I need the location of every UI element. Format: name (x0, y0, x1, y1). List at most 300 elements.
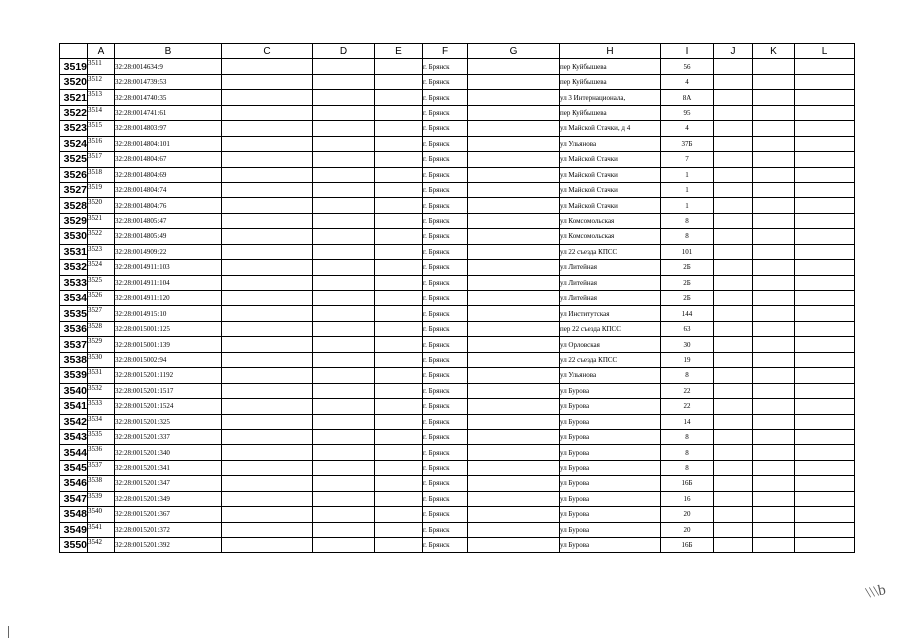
cell-c[interactable] (222, 445, 313, 460)
cell-l[interactable] (795, 198, 855, 213)
cell-a[interactable]: 3540 (88, 507, 115, 522)
cell-g[interactable] (468, 414, 560, 429)
row-number-cell[interactable]: 3546 (60, 476, 88, 491)
cell-j[interactable] (714, 90, 753, 105)
row-number-cell[interactable]: 3545 (60, 460, 88, 475)
cell-l[interactable] (795, 491, 855, 506)
cell-c[interactable] (222, 260, 313, 275)
row-number-cell[interactable]: 3524 (60, 136, 88, 151)
cell-d[interactable] (313, 59, 375, 74)
cell-f[interactable]: г. Брянск (423, 368, 468, 383)
cell-c[interactable] (222, 74, 313, 89)
cell-g[interactable] (468, 383, 560, 398)
cell-g[interactable] (468, 167, 560, 182)
cell-e[interactable] (375, 182, 423, 197)
cell-b[interactable]: 32:28:0015201:1192 (115, 368, 222, 383)
cell-c[interactable] (222, 291, 313, 306)
cell-d[interactable] (313, 152, 375, 167)
cell-l[interactable] (795, 337, 855, 352)
cell-b[interactable]: 32:28:0015201:349 (115, 491, 222, 506)
column-header-c[interactable]: C (222, 44, 313, 59)
column-header-b[interactable]: B (115, 44, 222, 59)
cell-e[interactable] (375, 275, 423, 290)
cell-d[interactable] (313, 213, 375, 228)
cell-j[interactable] (714, 476, 753, 491)
cell-l[interactable] (795, 352, 855, 367)
cell-e[interactable] (375, 229, 423, 244)
cell-e[interactable] (375, 383, 423, 398)
cell-i[interactable]: 8 (661, 229, 714, 244)
column-header-h[interactable]: H (560, 44, 661, 59)
cell-i[interactable]: 20 (661, 522, 714, 537)
cell-j[interactable] (714, 275, 753, 290)
cell-b[interactable]: 32:28:0014739:53 (115, 74, 222, 89)
cell-k[interactable] (753, 383, 795, 398)
cell-k[interactable] (753, 121, 795, 136)
cell-h[interactable]: ул Бурова (560, 445, 661, 460)
cell-h[interactable]: ул Бурова (560, 460, 661, 475)
cell-d[interactable] (313, 291, 375, 306)
cell-a[interactable]: 3515 (88, 121, 115, 136)
cell-i[interactable]: 56 (661, 59, 714, 74)
cell-e[interactable] (375, 491, 423, 506)
cell-i[interactable]: 95 (661, 105, 714, 120)
row-number-cell[interactable]: 3530 (60, 229, 88, 244)
cell-k[interactable] (753, 352, 795, 367)
cell-e[interactable] (375, 90, 423, 105)
column-header-l[interactable]: L (795, 44, 855, 59)
cell-a[interactable]: 3516 (88, 136, 115, 151)
cell-e[interactable] (375, 59, 423, 74)
cell-b[interactable]: 32:28:0014911:120 (115, 291, 222, 306)
cell-g[interactable] (468, 321, 560, 336)
cell-g[interactable] (468, 121, 560, 136)
row-number-cell[interactable]: 3529 (60, 213, 88, 228)
cell-f[interactable]: г. Брянск (423, 105, 468, 120)
cell-f[interactable]: г. Брянск (423, 152, 468, 167)
cell-g[interactable] (468, 306, 560, 321)
cell-g[interactable] (468, 460, 560, 475)
cell-e[interactable] (375, 260, 423, 275)
cell-h[interactable]: пер Куйбышева (560, 74, 661, 89)
cell-i[interactable]: 1 (661, 182, 714, 197)
cell-b[interactable]: 32:28:0015002:94 (115, 352, 222, 367)
cell-e[interactable] (375, 136, 423, 151)
cell-e[interactable] (375, 399, 423, 414)
cell-b[interactable]: 32:28:0014805:49 (115, 229, 222, 244)
cell-l[interactable] (795, 399, 855, 414)
cell-f[interactable]: г. Брянск (423, 352, 468, 367)
cell-j[interactable] (714, 229, 753, 244)
row-number-cell[interactable]: 3549 (60, 522, 88, 537)
cell-c[interactable] (222, 476, 313, 491)
cell-e[interactable] (375, 244, 423, 259)
cell-d[interactable] (313, 368, 375, 383)
cell-k[interactable] (753, 476, 795, 491)
cell-i[interactable]: 8 (661, 429, 714, 444)
row-number-cell[interactable]: 3539 (60, 368, 88, 383)
column-header-d[interactable]: D (313, 44, 375, 59)
cell-e[interactable] (375, 476, 423, 491)
cell-b[interactable]: 32:28:0014741:61 (115, 105, 222, 120)
cell-h[interactable]: ул Майской Стачки (560, 198, 661, 213)
cell-l[interactable] (795, 229, 855, 244)
cell-f[interactable]: г. Брянск (423, 538, 468, 553)
cell-b[interactable]: 32:28:0014909:22 (115, 244, 222, 259)
cell-g[interactable] (468, 59, 560, 74)
cell-c[interactable] (222, 460, 313, 475)
cell-b[interactable]: 32:28:0014804:74 (115, 182, 222, 197)
cell-f[interactable]: г. Брянск (423, 460, 468, 475)
cell-e[interactable] (375, 337, 423, 352)
cell-j[interactable] (714, 414, 753, 429)
cell-a[interactable]: 3534 (88, 414, 115, 429)
row-number-cell[interactable]: 3534 (60, 291, 88, 306)
cell-i[interactable]: 30 (661, 337, 714, 352)
cell-d[interactable] (313, 167, 375, 182)
cell-l[interactable] (795, 105, 855, 120)
cell-b[interactable]: 32:28:0014804:76 (115, 198, 222, 213)
cell-k[interactable] (753, 306, 795, 321)
cell-k[interactable] (753, 460, 795, 475)
cell-i[interactable]: 2Б (661, 260, 714, 275)
cell-h[interactable]: ул Литейная (560, 291, 661, 306)
cell-a[interactable]: 3542 (88, 538, 115, 553)
cell-f[interactable]: г. Брянск (423, 59, 468, 74)
cell-d[interactable] (313, 352, 375, 367)
cell-a[interactable]: 3529 (88, 337, 115, 352)
cell-a[interactable]: 3537 (88, 460, 115, 475)
cell-l[interactable] (795, 260, 855, 275)
cell-c[interactable] (222, 321, 313, 336)
cell-j[interactable] (714, 522, 753, 537)
cell-d[interactable] (313, 260, 375, 275)
cell-d[interactable] (313, 522, 375, 537)
cell-h[interactable]: ул Ульянова (560, 136, 661, 151)
cell-b[interactable]: 32:28:0015201:347 (115, 476, 222, 491)
cell-f[interactable]: г. Брянск (423, 229, 468, 244)
cell-b[interactable]: 32:28:0015201:341 (115, 460, 222, 475)
cell-b[interactable]: 32:28:0015201:372 (115, 522, 222, 537)
cell-f[interactable]: г. Брянск (423, 213, 468, 228)
cell-d[interactable] (313, 383, 375, 398)
cell-i[interactable]: 1 (661, 167, 714, 182)
row-number-cell[interactable]: 3544 (60, 445, 88, 460)
row-number-cell[interactable]: 3538 (60, 352, 88, 367)
cell-g[interactable] (468, 275, 560, 290)
cell-f[interactable]: г. Брянск (423, 244, 468, 259)
cell-l[interactable] (795, 429, 855, 444)
cell-h[interactable]: ул Бурова (560, 507, 661, 522)
cell-f[interactable]: г. Брянск (423, 337, 468, 352)
cell-i[interactable]: 22 (661, 399, 714, 414)
cell-h[interactable]: ул Литейная (560, 260, 661, 275)
cell-k[interactable] (753, 198, 795, 213)
cell-k[interactable] (753, 136, 795, 151)
cell-i[interactable]: 8 (661, 460, 714, 475)
cell-a[interactable]: 3527 (88, 306, 115, 321)
cell-c[interactable] (222, 522, 313, 537)
cell-f[interactable]: г. Брянск (423, 429, 468, 444)
cell-j[interactable] (714, 182, 753, 197)
cell-h[interactable]: пер Куйбышева (560, 59, 661, 74)
cell-l[interactable] (795, 275, 855, 290)
cell-j[interactable] (714, 59, 753, 74)
cell-j[interactable] (714, 538, 753, 553)
cell-l[interactable] (795, 213, 855, 228)
cell-l[interactable] (795, 522, 855, 537)
cell-e[interactable] (375, 414, 423, 429)
cell-c[interactable] (222, 121, 313, 136)
cell-e[interactable] (375, 198, 423, 213)
cell-i[interactable]: 16Б (661, 538, 714, 553)
cell-b[interactable]: 32:28:0015001:125 (115, 321, 222, 336)
cell-e[interactable] (375, 105, 423, 120)
cell-k[interactable] (753, 414, 795, 429)
cell-b[interactable]: 32:28:0015201:325 (115, 414, 222, 429)
row-number-cell[interactable]: 3541 (60, 399, 88, 414)
cell-l[interactable] (795, 414, 855, 429)
cell-l[interactable] (795, 368, 855, 383)
cell-k[interactable] (753, 429, 795, 444)
cell-k[interactable] (753, 491, 795, 506)
cell-b[interactable]: 32:28:0014805:47 (115, 213, 222, 228)
column-header-f[interactable]: F (423, 44, 468, 59)
cell-d[interactable] (313, 414, 375, 429)
cell-f[interactable]: г. Брянск (423, 291, 468, 306)
cell-b[interactable]: 32:28:0014634:9 (115, 59, 222, 74)
cell-l[interactable] (795, 74, 855, 89)
cell-c[interactable] (222, 491, 313, 506)
cell-d[interactable] (313, 460, 375, 475)
cell-a[interactable]: 3520 (88, 198, 115, 213)
cell-h[interactable]: ул Майской Стачки (560, 167, 661, 182)
cell-f[interactable]: г. Брянск (423, 321, 468, 336)
cell-c[interactable] (222, 90, 313, 105)
cell-i[interactable]: 1 (661, 198, 714, 213)
cell-e[interactable] (375, 352, 423, 367)
column-header-e[interactable]: E (375, 44, 423, 59)
cell-a[interactable]: 3532 (88, 383, 115, 398)
cell-a[interactable]: 3536 (88, 445, 115, 460)
cell-a[interactable]: 3535 (88, 429, 115, 444)
row-number-cell[interactable]: 3536 (60, 321, 88, 336)
cell-f[interactable]: г. Брянск (423, 399, 468, 414)
cell-b[interactable]: 32:28:0015201:1524 (115, 399, 222, 414)
cell-g[interactable] (468, 105, 560, 120)
cell-e[interactable] (375, 460, 423, 475)
row-number-cell[interactable]: 3521 (60, 90, 88, 105)
row-number-cell[interactable]: 3548 (60, 507, 88, 522)
cell-f[interactable]: г. Брянск (423, 136, 468, 151)
cell-h[interactable]: ул Бурова (560, 522, 661, 537)
cell-d[interactable] (313, 306, 375, 321)
column-header-k[interactable]: K (753, 44, 795, 59)
cell-d[interactable] (313, 136, 375, 151)
cell-f[interactable]: г. Брянск (423, 445, 468, 460)
cell-d[interactable] (313, 105, 375, 120)
cell-j[interactable] (714, 383, 753, 398)
cell-k[interactable] (753, 522, 795, 537)
cell-i[interactable]: 144 (661, 306, 714, 321)
cell-l[interactable] (795, 182, 855, 197)
cell-d[interactable] (313, 445, 375, 460)
cell-h[interactable]: ул 22 съезда КПСС (560, 352, 661, 367)
cell-j[interactable] (714, 291, 753, 306)
cell-a[interactable]: 3521 (88, 213, 115, 228)
cell-c[interactable] (222, 538, 313, 553)
cell-h[interactable]: ул Бурова (560, 383, 661, 398)
cell-e[interactable] (375, 306, 423, 321)
cell-g[interactable] (468, 291, 560, 306)
cell-h[interactable]: ул Бурова (560, 399, 661, 414)
cell-k[interactable] (753, 105, 795, 120)
cell-g[interactable] (468, 538, 560, 553)
cell-l[interactable] (795, 59, 855, 74)
cell-b[interactable]: 32:28:0015201:340 (115, 445, 222, 460)
cell-k[interactable] (753, 445, 795, 460)
cell-i[interactable]: 8 (661, 445, 714, 460)
cell-k[interactable] (753, 90, 795, 105)
cell-e[interactable] (375, 522, 423, 537)
cell-k[interactable] (753, 182, 795, 197)
cell-g[interactable] (468, 152, 560, 167)
cell-g[interactable] (468, 74, 560, 89)
column-header-i[interactable]: I (661, 44, 714, 59)
column-header-j[interactable]: J (714, 44, 753, 59)
row-number-cell[interactable]: 3542 (60, 414, 88, 429)
cell-c[interactable] (222, 182, 313, 197)
cell-j[interactable] (714, 460, 753, 475)
cell-h[interactable]: ул Бурова (560, 414, 661, 429)
cell-f[interactable]: г. Брянск (423, 491, 468, 506)
cell-k[interactable] (753, 229, 795, 244)
cell-i[interactable]: 37Б (661, 136, 714, 151)
cell-h[interactable]: ул Майской Стачки (560, 182, 661, 197)
row-number-cell[interactable]: 3522 (60, 105, 88, 120)
cell-f[interactable]: г. Брянск (423, 306, 468, 321)
cell-a[interactable]: 3528 (88, 321, 115, 336)
cell-d[interactable] (313, 321, 375, 336)
row-number-cell[interactable]: 3550 (60, 538, 88, 553)
cell-g[interactable] (468, 90, 560, 105)
cell-b[interactable]: 32:28:0015201:1517 (115, 383, 222, 398)
cell-g[interactable] (468, 337, 560, 352)
cell-j[interactable] (714, 491, 753, 506)
cell-e[interactable] (375, 213, 423, 228)
cell-a[interactable]: 3526 (88, 291, 115, 306)
cell-c[interactable] (222, 399, 313, 414)
cell-d[interactable] (313, 399, 375, 414)
cell-b[interactable]: 32:28:0014740:35 (115, 90, 222, 105)
cell-j[interactable] (714, 213, 753, 228)
cell-j[interactable] (714, 507, 753, 522)
cell-k[interactable] (753, 260, 795, 275)
cell-d[interactable] (313, 198, 375, 213)
cell-f[interactable]: г. Брянск (423, 383, 468, 398)
cell-i[interactable]: 16 (661, 491, 714, 506)
cell-c[interactable] (222, 368, 313, 383)
cell-e[interactable] (375, 291, 423, 306)
row-number-cell[interactable]: 3535 (60, 306, 88, 321)
cell-a[interactable]: 3512 (88, 74, 115, 89)
cell-g[interactable] (468, 182, 560, 197)
cell-g[interactable] (468, 198, 560, 213)
cell-c[interactable] (222, 136, 313, 151)
cell-h[interactable]: пер 22 съезда КПСС (560, 321, 661, 336)
cell-l[interactable] (795, 507, 855, 522)
cell-e[interactable] (375, 121, 423, 136)
cell-k[interactable] (753, 275, 795, 290)
row-number-cell[interactable]: 3537 (60, 337, 88, 352)
cell-l[interactable] (795, 136, 855, 151)
cell-i[interactable]: 14 (661, 414, 714, 429)
cell-a[interactable]: 3511 (88, 59, 115, 74)
cell-j[interactable] (714, 136, 753, 151)
cell-e[interactable] (375, 321, 423, 336)
cell-j[interactable] (714, 399, 753, 414)
cell-h[interactable]: ул 22 съезда КПСС (560, 244, 661, 259)
cell-i[interactable]: 20 (661, 507, 714, 522)
cell-g[interactable] (468, 136, 560, 151)
row-number-cell[interactable]: 3526 (60, 167, 88, 182)
cell-f[interactable]: г. Брянск (423, 476, 468, 491)
cell-d[interactable] (313, 275, 375, 290)
cell-g[interactable] (468, 260, 560, 275)
cell-k[interactable] (753, 337, 795, 352)
cell-e[interactable] (375, 429, 423, 444)
cell-c[interactable] (222, 213, 313, 228)
cell-i[interactable]: 63 (661, 321, 714, 336)
cell-i[interactable]: 4 (661, 74, 714, 89)
cell-f[interactable]: г. Брянск (423, 182, 468, 197)
cell-j[interactable] (714, 152, 753, 167)
cell-b[interactable]: 32:28:0015001:139 (115, 337, 222, 352)
cell-f[interactable]: г. Брянск (423, 90, 468, 105)
cell-g[interactable] (468, 244, 560, 259)
cell-l[interactable] (795, 244, 855, 259)
cell-g[interactable] (468, 491, 560, 506)
cell-a[interactable]: 3513 (88, 90, 115, 105)
cell-k[interactable] (753, 368, 795, 383)
cell-h[interactable]: ул Комсомольская (560, 213, 661, 228)
cell-c[interactable] (222, 59, 313, 74)
cell-i[interactable]: 8 (661, 213, 714, 228)
cell-j[interactable] (714, 167, 753, 182)
cell-k[interactable] (753, 152, 795, 167)
cell-h[interactable]: ул Бурова (560, 538, 661, 553)
cell-k[interactable] (753, 74, 795, 89)
cell-b[interactable]: 32:28:0014804:101 (115, 136, 222, 151)
cell-a[interactable]: 3523 (88, 244, 115, 259)
cell-d[interactable] (313, 507, 375, 522)
corner-cell[interactable] (60, 44, 88, 59)
cell-e[interactable] (375, 167, 423, 182)
cell-b[interactable]: 32:28:0015201:392 (115, 538, 222, 553)
cell-k[interactable] (753, 399, 795, 414)
cell-g[interactable] (468, 429, 560, 444)
column-header-a[interactable]: A (88, 44, 115, 59)
row-number-cell[interactable]: 3525 (60, 152, 88, 167)
row-number-cell[interactable]: 3547 (60, 491, 88, 506)
cell-d[interactable] (313, 429, 375, 444)
cell-i[interactable]: 2Б (661, 291, 714, 306)
cell-j[interactable] (714, 337, 753, 352)
cell-b[interactable]: 32:28:0015201:337 (115, 429, 222, 444)
cell-g[interactable] (468, 476, 560, 491)
cell-l[interactable] (795, 152, 855, 167)
cell-k[interactable] (753, 244, 795, 259)
